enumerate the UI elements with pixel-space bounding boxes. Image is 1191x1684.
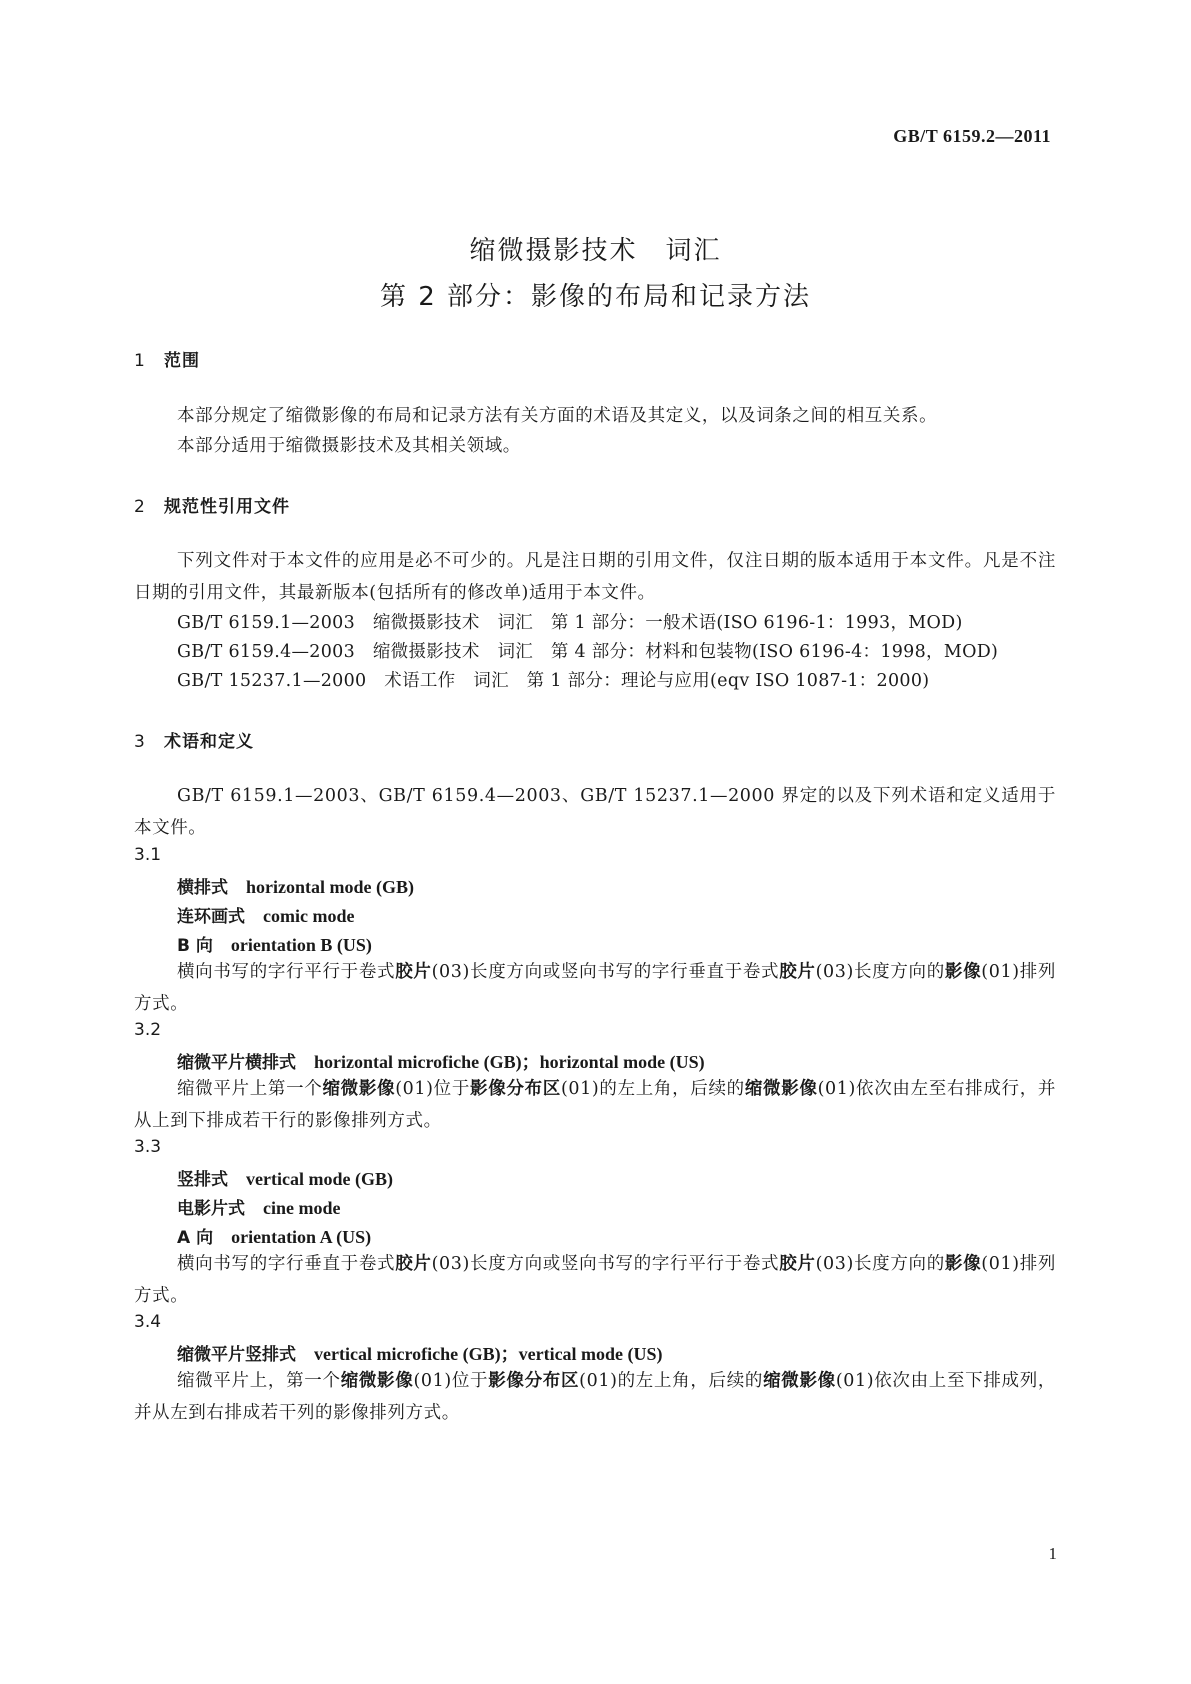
term-entry (177, 1048, 705, 1074)
section-heading-terms-definitions (134, 727, 254, 752)
clause-number: 3.1 (134, 845, 162, 865)
term-en: vertical microfiche (GB)；vertical mode (US) (314, 1344, 663, 1364)
term-entry (177, 902, 354, 927)
term-definition: 缩微平片上，第一个缩微影像(01)位于影像分布区(01)的左上角，后续的缩微影像(01)依次由上至下排成列，并从左到右排成若干列的影像排列方式。 (134, 1371, 1057, 1423)
section-number: 2 (134, 497, 146, 517)
standard-code: GB/T 6159.2—2011 (893, 126, 1051, 146)
document-title: 缩微摄影技术 词汇 (469, 236, 722, 266)
clause-number: 3.2 (134, 1020, 162, 1040)
section-number: 3 (134, 732, 146, 752)
reference-item: GB/T 6159.4—2003 缩微摄影技术 词汇 第 4 部分：材料和包装物(ISO 6196-4：1998，MOD) (177, 642, 999, 662)
section-title: 范围 (164, 351, 200, 371)
page-number: 1 (1048, 1544, 1057, 1563)
term-entry (177, 1194, 340, 1219)
term-en: comic mode (263, 906, 355, 926)
term-definition: 缩微平片上第一个缩微影像(01)位于影像分布区(01)的左上角，后续的缩微影像(01)依次由左至右排成行，并从上到下排成若干行的影像排列方式。 (134, 1079, 1056, 1131)
term-en: horizontal microfiche (GB)；horizontal mode (US) (314, 1052, 705, 1072)
term-entry (177, 931, 372, 956)
term-zh: B 向 (177, 936, 213, 956)
paragraph: 下列文件对于本文件的应用是必不可少的。凡是注日期的引用文件，仅注日期的版本适用于本文件。凡是不注日期的引用文件，其最新版本(包括所有的修改单)适用于本文件。 (134, 551, 1056, 603)
term-en: vertical mode (GB) (246, 1169, 393, 1189)
section-heading-normative-references (134, 492, 290, 517)
term-entry (177, 1223, 371, 1248)
term-zh: 缩微平片横排式 (177, 1053, 296, 1073)
paragraph: 本部分适用于缩微摄影技术及其相关领域。 (177, 436, 521, 456)
paragraph: 本部分规定了缩微影像的布局和记录方法有关方面的术语及其定义，以及词条之间的相互关系。 (177, 406, 938, 426)
section-title: 术语和定义 (164, 732, 254, 752)
term-zh: 缩微平片竖排式 (177, 1345, 296, 1365)
term-zh: 连环画式 (177, 907, 245, 927)
clause-number: 3.4 (134, 1312, 162, 1332)
term-zh: 电影片式 (177, 1199, 245, 1219)
term-zh: 竖排式 (177, 1170, 228, 1190)
term-en: cine mode (263, 1198, 341, 1218)
clause-number: 3.3 (134, 1137, 162, 1157)
section-title: 规范性引用文件 (164, 497, 290, 517)
paragraph: GB/T 6159.1—2003、GB/T 6159.4—2003、GB/T 15237.1—2000 界定的以及下列术语和定义适用于本文件。 (134, 786, 1056, 838)
section-number: 1 (134, 351, 146, 371)
document-subtitle: 第 2 部分：影像的布局和记录方法 (379, 282, 812, 312)
term-en: orientation A (US) (231, 1227, 372, 1247)
reference-item: GB/T 6159.1—2003 缩微摄影技术 词汇 第 1 部分：一般术语(ISO 6196-1：1993，MOD) (177, 613, 963, 633)
term-definition: 横向书写的字行平行于卷式胶片(03)长度方向或竖向书写的字行垂直于卷式胶片(03)长度方向的影像(01)排列方式。 (134, 962, 1056, 1014)
reference-item: GB/T 15237.1—2000 术语工作 词汇 第 1 部分：理论与应用(eqv ISO 1087-1：2000) (177, 671, 930, 691)
term-entry (177, 1165, 393, 1190)
section-heading-scope (134, 346, 200, 371)
term-entry (177, 873, 414, 898)
term-en: orientation B (US) (230, 935, 372, 955)
term-definition: 横向书写的字行垂直于卷式胶片(03)长度方向或竖向书写的字行平行于卷式胶片(03)长度方向的影像(01)排列方式。 (134, 1254, 1056, 1306)
term-en: horizontal mode (GB) (246, 877, 414, 897)
term-zh: 横排式 (177, 878, 228, 898)
term-entry (177, 1340, 663, 1366)
term-zh: A 向 (177, 1228, 214, 1248)
